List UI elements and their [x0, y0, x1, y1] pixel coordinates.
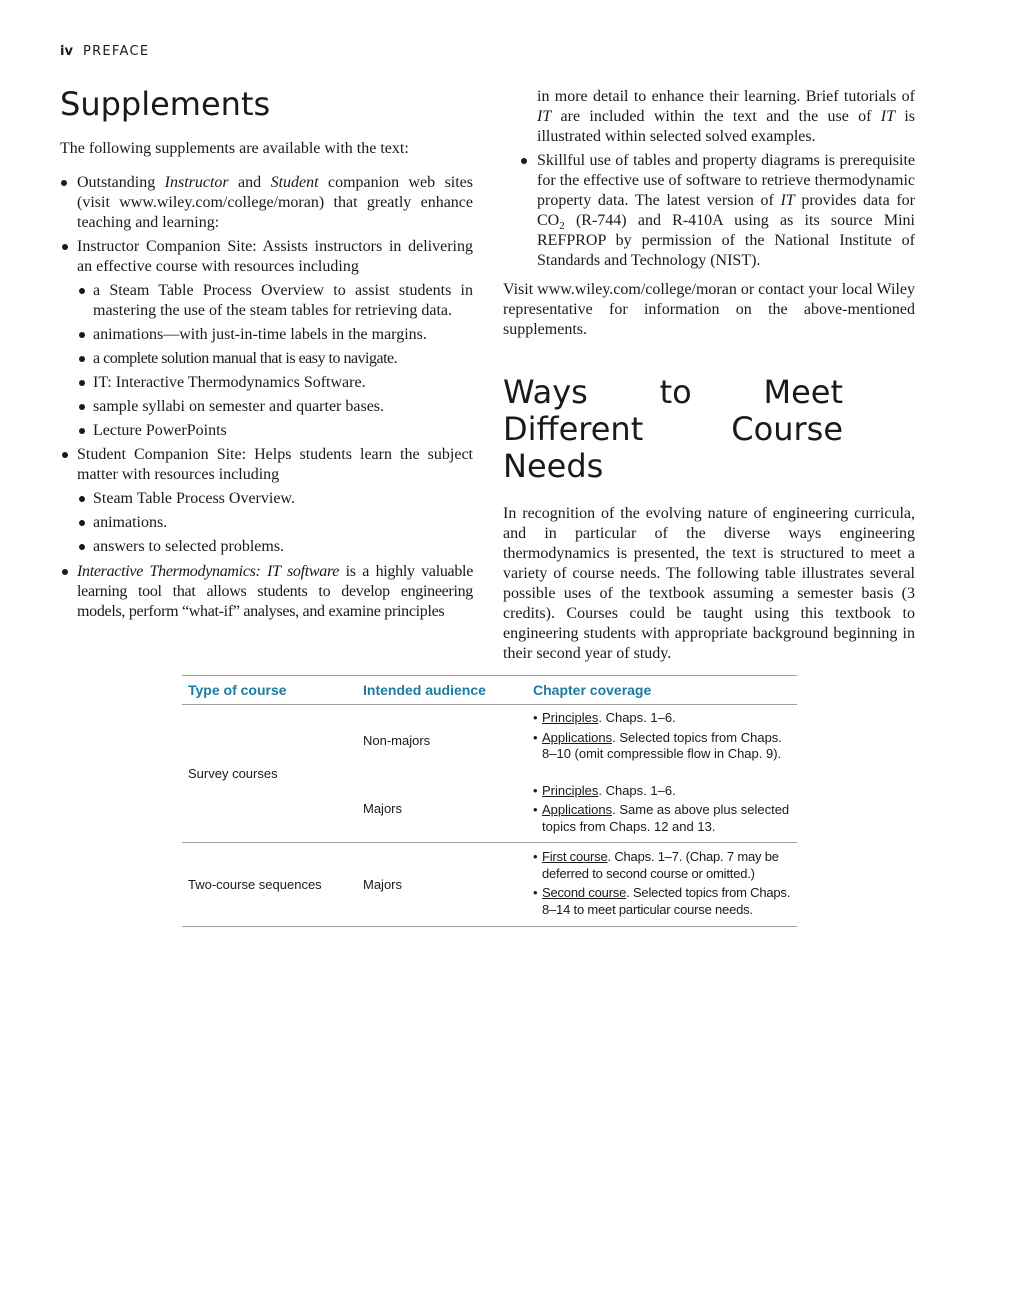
coverage-item: [533, 885, 797, 918]
coverage-term: Second course: [542, 885, 627, 900]
coverage-item: [533, 802, 797, 835]
column-header: Intended audience: [363, 682, 486, 698]
coverage-term: Principles: [542, 782, 599, 798]
text-run-italic: IT: [880, 108, 896, 125]
text-run-italic: IT: [780, 192, 795, 209]
coverage-text: . Selected topics from Chaps. 8–10 (omit compressible flow in Chap. 9).: [542, 729, 782, 761]
instructor-site-text: Instructor Companion Site: Assists instructors in delivering an effective course with resources including: [77, 238, 473, 275]
text-run: provides data for CO: [537, 192, 916, 229]
subrows: [357, 705, 797, 842]
text-run-italic: Instructor: [164, 174, 229, 191]
coverage-item: [533, 783, 797, 800]
column-header: Chapter coverage: [533, 682, 652, 698]
section-label: PREFACE: [82, 44, 150, 59]
ways-paragraph: In recognition of the evolving nature of engineering curricula, and in particular of the diverse ways engineering thermodynamics is presented, the text is structured to meet a variety of course needs. The following table illustrates several possible uses of the textbook assuming a semester basis (3 credits). Courses could be taught using this textbook to engineering students with appropriate background beginning in their second year of study.: [503, 505, 915, 662]
text-run: companion web sites (visit www.wiley.com/college/moran) that greatly enhance teaching and learning:: [77, 174, 474, 231]
table-row: [182, 705, 797, 843]
audience-cell: [357, 705, 527, 776]
text-run: Outstanding: [77, 174, 165, 191]
ways-heading: Ways to Meet Different Course Needs: [503, 373, 843, 485]
left-column: [60, 86, 473, 622]
it-software-continued: [503, 87, 915, 147]
instructor-site-item: [60, 237, 473, 441]
companion-sites-item: [60, 173, 473, 233]
audience: Majors: [363, 877, 403, 892]
course-table: [182, 675, 797, 927]
coverage-term: Applications: [542, 802, 613, 817]
audience-cell: [357, 776, 527, 843]
course-type-cell: [182, 843, 357, 926]
coverage-cell: [527, 843, 797, 926]
text-run: Skillful use of tables and property diagrams is prerequisite for the effective use of software to retrieve thermodynamic property data. The latest version of: [537, 152, 915, 209]
table-subrow: [357, 776, 797, 843]
course-type: Survey courses: [188, 766, 278, 781]
list-item: Lecture PowerPoints: [77, 421, 473, 441]
list-item: animations—with just-in-time labels in the margins.: [77, 325, 473, 345]
coverage-item: [533, 710, 797, 727]
course-type-cell: [182, 705, 357, 842]
audience: Majors: [363, 801, 403, 817]
coverage-cell: [527, 705, 797, 776]
coverage-term: Principles: [542, 710, 599, 725]
column-header: Type of course: [188, 682, 287, 698]
coverage-item: [533, 730, 797, 763]
coverage-term: First course: [542, 849, 608, 864]
student-site-text: Student Companion Site: Helps students learn the subject matter with resources including: [77, 446, 473, 483]
right-column: [503, 87, 915, 664]
it-software-title: Interactive Thermodynamics: IT software: [77, 563, 340, 580]
page-number: iv: [60, 44, 73, 59]
student-site-item: [60, 445, 473, 557]
coverage-text: . Chaps. 1–6.: [598, 710, 676, 725]
table-header-row: [182, 675, 797, 705]
text-run-italic: IT: [537, 108, 552, 125]
subrows: [357, 843, 797, 926]
text-run: and: [228, 174, 271, 191]
text-run: in more detail to enhance their learning. Brief tutorials of: [537, 88, 915, 105]
text-run: are included within the text and the use of: [551, 108, 881, 125]
coverage-cell: [527, 776, 797, 843]
text-run: is illustrated within selected solved examples.: [537, 108, 916, 145]
supplements-list: [60, 173, 473, 233]
course-type: Two-course sequences: [188, 877, 322, 892]
visit-paragraph: Visit www.wiley.com/college/moran or contact your local Wiley representative for information on the above-mentioned supplements.: [503, 281, 915, 338]
list-item: sample syllabi on semester and quarter bases.: [77, 397, 473, 417]
list-item: Steam Table Process Overview.: [77, 489, 473, 509]
coverage-text: . Selected topics from Chaps. 8–14 to meet particular course needs.: [542, 885, 791, 917]
table-row: [182, 843, 797, 927]
subscript: 2: [559, 220, 565, 233]
list-item: answers to selected problems.: [77, 537, 473, 557]
coverage-text: . Chaps. 1–7. (Chap. 7 may be deferred to second course or omitted.): [542, 849, 779, 881]
text-run: (R-744) and R-410A using as its source Mini REFPROP by permission of the National Institute of Standards and Technology (NIST).: [537, 212, 915, 269]
coverage-term: Applications: [542, 729, 613, 745]
running-head: [60, 44, 149, 59]
instructor-resources-list: [77, 281, 473, 441]
list-item: IT: Interactive Thermodynamics Software.: [77, 373, 473, 393]
student-resources-list: [77, 489, 473, 557]
coverage-text: . Chaps. 1–6.: [598, 782, 676, 798]
it-software-text: is a highly valuable learning tool that allows students to develop engineering models, perform “what-if” analyses, and examine principles: [77, 563, 473, 620]
table-subrow: [357, 705, 797, 776]
coverage-text: . Same as above plus selected topics from Chaps. 12 and 13.: [542, 802, 790, 834]
list-item: a Steam Table Process Overview to assist students in mastering the use of the steam tables for retrieving data.: [77, 281, 473, 321]
audience-cell: [357, 843, 527, 926]
list-item: a complete solution manual that is easy to navigate.: [77, 349, 473, 369]
it-software-item: [60, 562, 473, 622]
audience: Non-majors: [363, 732, 431, 748]
list-item: animations.: [77, 513, 473, 533]
table-subrow: [357, 843, 797, 926]
companion-sites-list: [60, 237, 473, 622]
text-run-italic: Student: [270, 174, 319, 191]
tables-diagrams-item: [503, 151, 915, 271]
supplements-intro: The following supplements are available with the text:: [60, 140, 409, 157]
coverage-item: [533, 849, 797, 882]
supplements-heading: Supplements: [60, 85, 271, 123]
tables-list: [503, 151, 915, 271]
